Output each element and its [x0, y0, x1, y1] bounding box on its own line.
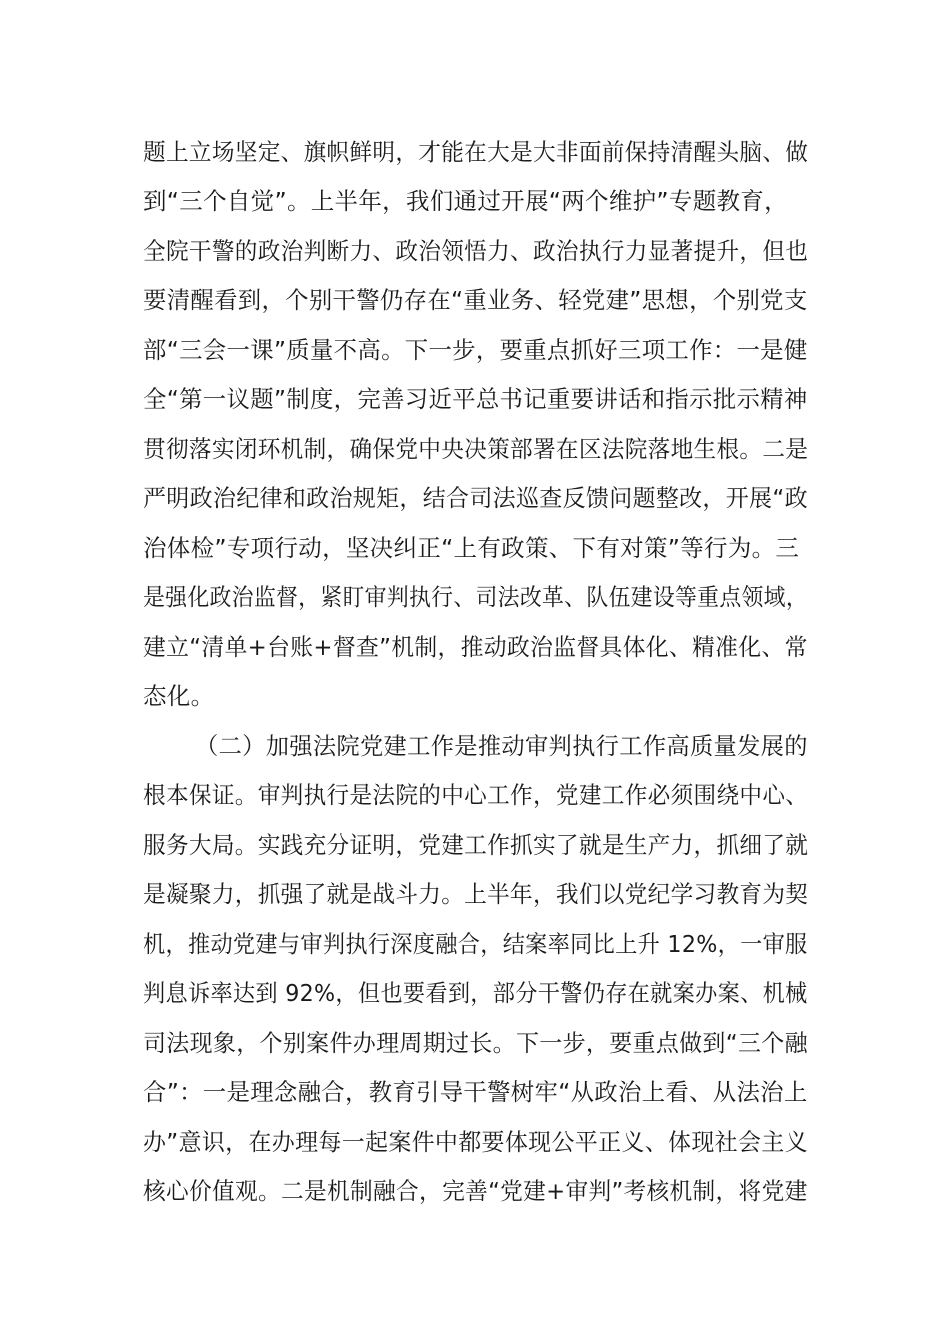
text-line: 判息诉率达到 92%，但也要看到，部分干警仍存在就案办案、机械 — [143, 979, 808, 1007]
text-line: 合”：一是理念融合，教育引导干警树牢“从政治上看、从法治上 — [143, 1078, 808, 1106]
text-line: 态化。 — [143, 682, 215, 710]
text-line: 办”意识，在办理每一起案件中都要体现公平正义、体现社会主义 — [143, 1128, 808, 1156]
text-line: 根本保证。审判执行是法院的中心工作，党建工作必须围绕中心、 — [143, 781, 809, 809]
text-line: 机，推动党建与审判执行深度融合，结案率同比上升 12%，一审服 — [143, 930, 808, 958]
text-line: 核心价值观。二是机制融合，完善“党建+审判”考核机制，将党建 — [143, 1177, 808, 1205]
text-line: 全院干警的政治判断力、政治领悟力、政治执行力显著提升，但也 — [143, 237, 809, 265]
text-line: 治体检”专项行动，坚决纠正“上有政策、下有对策”等行为。三 — [143, 534, 800, 562]
text-line: 严明政治纪律和政治规矩，结合司法巡查反馈问题整改，开展“政 — [143, 484, 808, 512]
text-line: 贯彻落实闭环机制，确保党中央决策部署在区法院落地生根。二是 — [143, 435, 809, 463]
text-line: 题上立场坚定、旗帜鲜明，才能在大是大非面前保持清醒头脑、做 — [143, 138, 809, 166]
text-line: 建立“清单+台账+督查”机制，推动政治监督具体化、精准化、常 — [143, 633, 808, 661]
text-line: 部“三会一课”质量不高。下一步，要重点抓好三项工作：一是健 — [143, 336, 808, 364]
text-line: 到“三个自觉”。上半年，我们通过开展“两个维护”专题教育， — [143, 187, 788, 215]
text-line: 是强化政治监督，紧盯审判执行、司法改革、队伍建设等重点领域， — [143, 583, 809, 611]
text-line: 全“第一议题”制度，完善习近平总书记重要讲话和指示批示精神 — [143, 385, 808, 413]
text-line: 司法现象，个别案件办理周期过长。下一步，要重点做到“三个融 — [143, 1029, 808, 1057]
text-line: 服务大局。实践充分证明，党建工作抓实了就是生产力，抓细了就 — [143, 831, 809, 859]
text-line: 是凝聚力，抓强了就是战斗力。上半年，我们以党纪学习教育为契 — [143, 880, 809, 908]
text-line: 要清醒看到，个别干警仍存在“重业务、轻党建”思想，个别党支 — [143, 286, 808, 314]
section-heading-line: （二）加强法院党建工作是推动审判执行工作高质量发展的 — [195, 732, 808, 760]
